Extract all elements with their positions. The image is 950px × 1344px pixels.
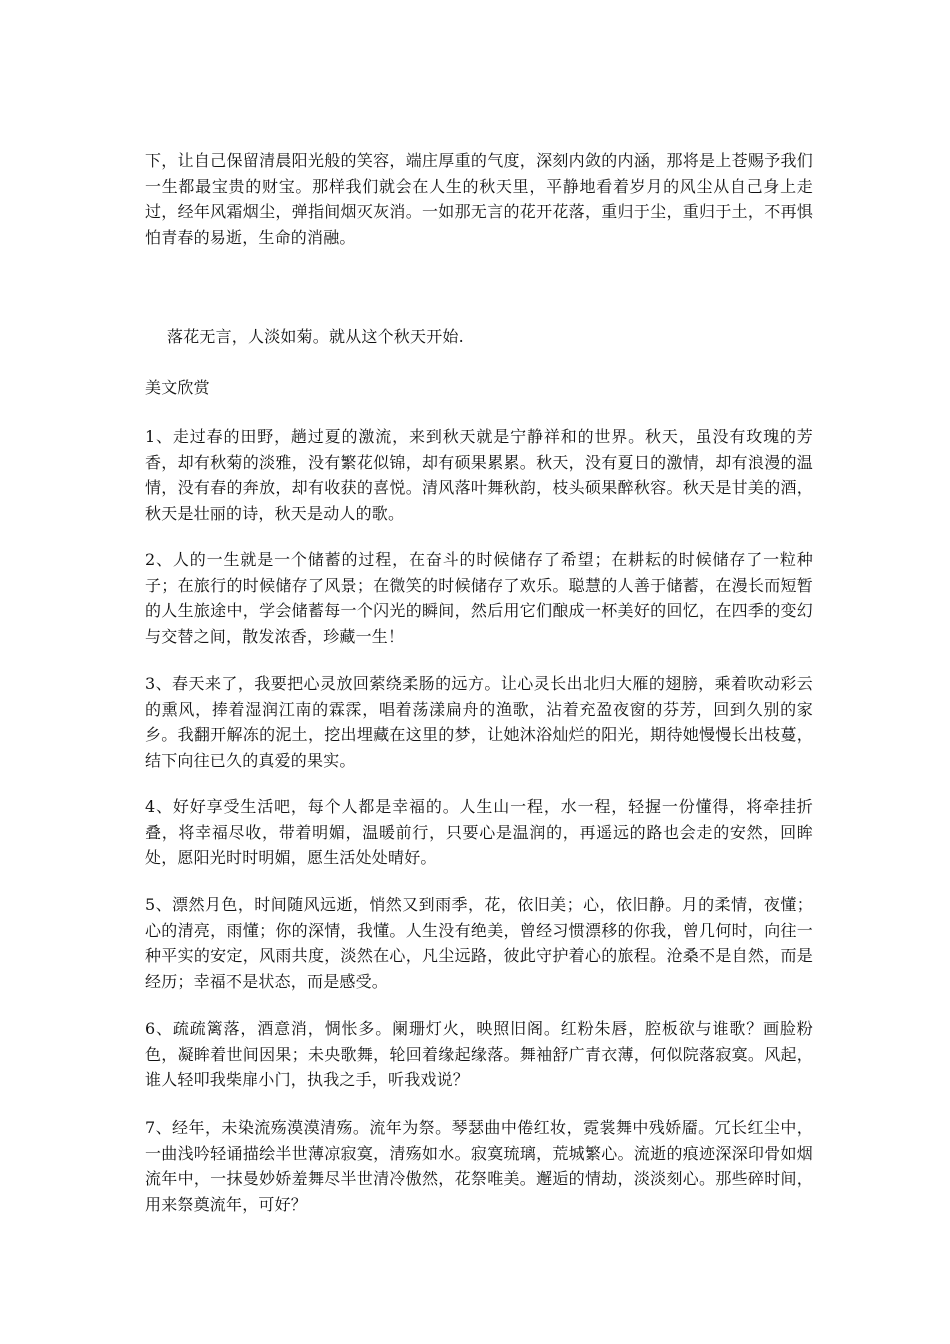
paragraph-item-5: 5、漂然月色，时间随风远逝，悄然又到雨季，花，依旧美；心，依旧静。月的柔情，夜懂；心的清亮，雨懂；你的深情，我懂。人生没有绝美，曾经习惯漂移的你我，曾几何时，向往一种平实的安定，风雨共度，淡然在心，凡尘远路，彼此守护着心的旅程。沧桑不是自然，而是经历；幸福不是状态，而是感受。 bbox=[145, 895, 813, 991]
paragraph-item-6: 6、疏疏篱落，酒意消，惆怅多。阑珊灯火，映照旧阁。红粉朱唇，腔板欲与谁歌？画脸粉色，凝眸着世间因果；未央歌舞，轮回着缘起缘落。舞袖舒广青衣薄，何似院落寂寞。风起，谁人轻叩我柴扉小门，执我之手，听我戏说？ bbox=[145, 1019, 813, 1089]
paragraph-item-1: 1、走过春的田野，趟过夏的激流，来到秋天就是宁静祥和的世界。秋天，虽没有玫瑰的芳香，却有秋菊的淡雅，没有繁花似锦，却有硕果累累。秋天，没有夏日的激情，却有浪漫的温情，没有春的奔放，却有收获的喜悦。清风落叶舞秋韵，枝头硕果醉秋容。秋天是甘美的酒，秋天是壮丽的诗，秋天是动人的歌。 bbox=[145, 427, 813, 523]
paragraph-intro-continuation: 下，让自己保留清晨阳光般的笑容，端庄厚重的气度，深刻内敛的内涵，那将是上苍赐予我们一生都最宝贵的财宝。那样我们就会在人生的秋天里，平静地看着岁月的风尘从自己身上走过，经年风霜烟尘，弹指间烟灭灰消。一如那无言的花开花落，重归于尘，重归于土，不再惧怕青春的易逝，生命的消融。 bbox=[145, 151, 813, 247]
paragraph-item-4: 4、好好享受生活吧，每个人都是幸福的。人生山一程，水一程，轻握一份懂得，将牵挂折叠，将幸福尽收，带着明媚，温暖前行，只要心是温润的，再遥远的路也会走的安然，回眸处，愿阳光时时明媚，愿生活处处晴好。 bbox=[145, 797, 813, 867]
paragraph-item-3: 3、春天来了，我要把心灵放回萦绕柔肠的远方。让心灵长出北归大雁的翅膀，乘着吹动彩云的熏风，捧着湿润江南的霖霂，唱着荡漾扁舟的渔歌，沾着充盈夜窗的芬芳，回到久别的家乡。我翻开解冻的泥土，挖出埋藏在这里的梦，让她沐浴灿烂的阳光，期待她慢慢长出枝蔓，结下向往已久的真爱的果实。 bbox=[145, 674, 813, 770]
paragraph-item-7: 7、经年，未染流殇漠漠清殇。流年为祭。琴瑟曲中倦红妆，霓裳舞中残娇靥。冗长红尘中，一曲浅吟轻诵描绘半世薄凉寂寞，清殇如水。寂寞琉璃，荒城繁心。流逝的痕迹深深印骨如烟流年中，一抹曼妙娇羞舞尽半世清冷傲然，花祭唯美。邂逅的情劫，淡淡刻心。那些碎时间，用来祭奠流年，可好？ bbox=[145, 1118, 813, 1214]
section-heading: 美文欣赏 bbox=[145, 378, 210, 397]
paragraph-closing-line: 落花无言，人淡如菊。就从这个秋天开始. bbox=[167, 327, 464, 346]
paragraph-item-2: 2、人的一生就是一个储蓄的过程，在奋斗的时候储存了希望；在耕耘的时候储存了一粒种子；在旅行的时候储存了风景；在微笑的时候储存了欢乐。聪慧的人善于储蓄，在漫长而短暂的人生旅途中，学会储蓄每一个闪光的瞬间，然后用它们酿成一杯美好的回忆，在四季的变幻与交替之间，散发浓香，珍藏一生！ bbox=[145, 550, 813, 646]
